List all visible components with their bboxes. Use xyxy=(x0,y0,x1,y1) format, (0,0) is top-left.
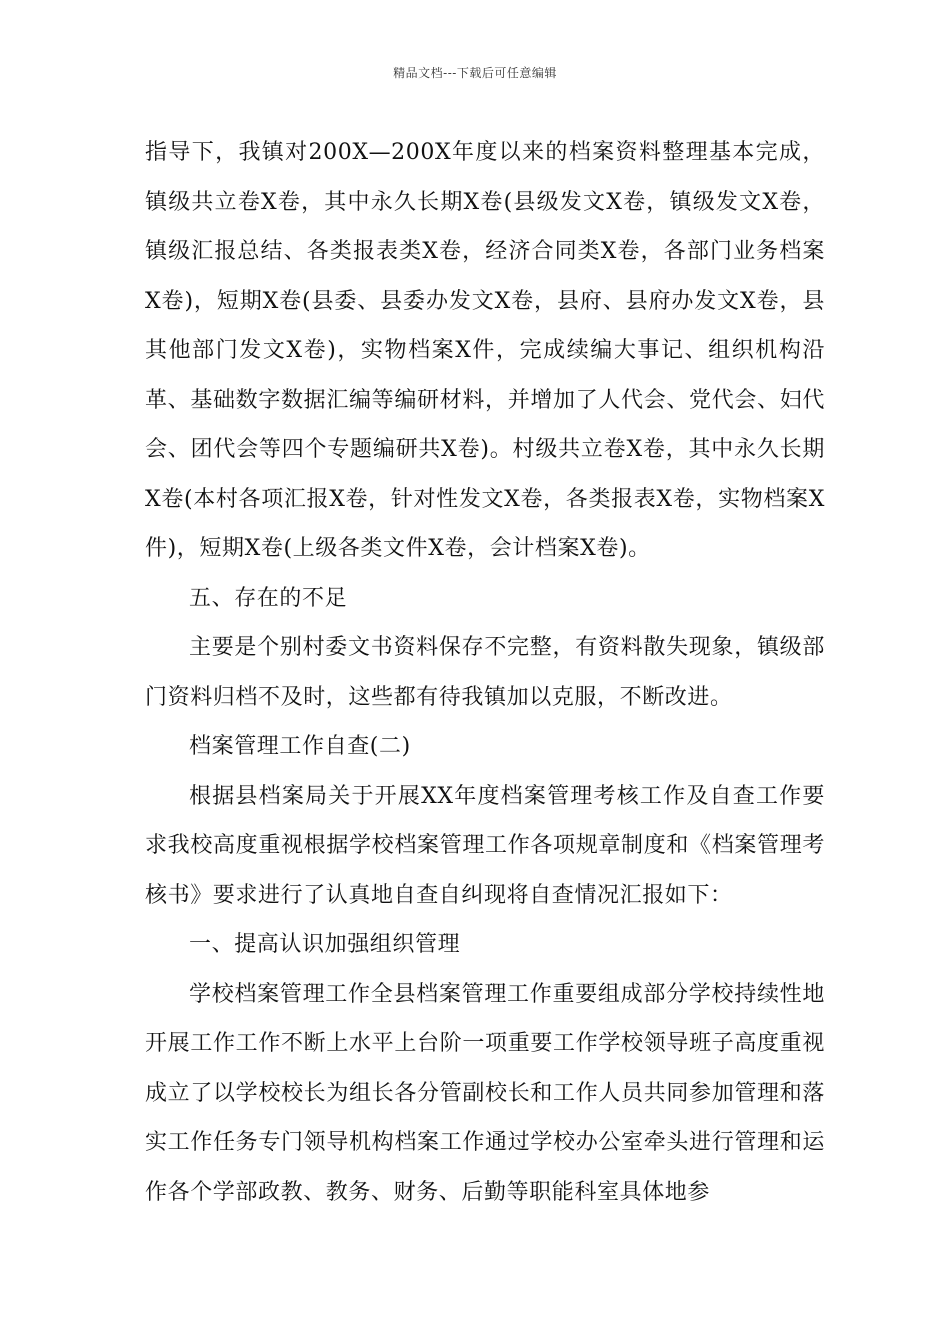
document-body xyxy=(145,128,825,1217)
paragraph-archive-summary: 指导下，我镇对200X—200X年度以来的档案资料整理基本完成，镇级共立卷X卷，其中永久长期X卷(县级发文X卷，镇级发文X卷，镇级汇报总结、各类报表类X卷，经济合同类X卷，各部门业务档案X卷)，短期X卷(县委、县委办发文X卷，县府、县府办发文X卷，县其他部门发文X卷)，实物档案X件，完成续编大事记、组织机构沿革、基础数字数据汇编等编研材料，并增加了人代会、党代会、妇代会、团代会等四个专题编研共X卷)。村级共立卷X卷，其中永久长期X卷(本村各项汇报X卷，针对性发文X卷，各类报表X卷，实物档案X件)，短期X卷(上级各类文件X卷，会计档案X卷)。 xyxy=(145,140,825,561)
paragraph-organization: 学校档案管理工作全县档案管理工作重要组成部分学校持续性地开展工作工作不断上水平上台阶一项重要工作学校领导班子高度重视成立了以学校校长为组长各分管副校长和工作人员共同参加管理和落实工作任务专门领导机构档案工作通过学校办公室牵头进行管理和运作各个学部政教、教务、财务、后勤等职能科室具体地参 xyxy=(145,981,825,1205)
page-header: 精品文档---下载后可任意编辑 xyxy=(393,66,557,80)
document-title-self-check-2: 档案管理工作自查(二) xyxy=(189,734,411,759)
section-heading-shortcomings: 五、存在的不足 xyxy=(189,585,348,611)
paragraph-self-check-intro: 根据县档案局关于开展XX年度档案管理考核工作及自查工作要求我校高度重视根据学校档案管理工作各项规章制度和《档案管理考核书》要求进行了认真地自查自纠现将自查情况汇报如下： xyxy=(145,783,825,908)
paragraph-shortcomings: 主要是个别村委文书资料保存不完整，有资料散失现象，镇级部门资料归档不及时，这些都有待我镇加以克服，不断改进。 xyxy=(145,635,825,710)
section-heading-organization: 一、提高认识加强组织管理 xyxy=(189,932,461,957)
